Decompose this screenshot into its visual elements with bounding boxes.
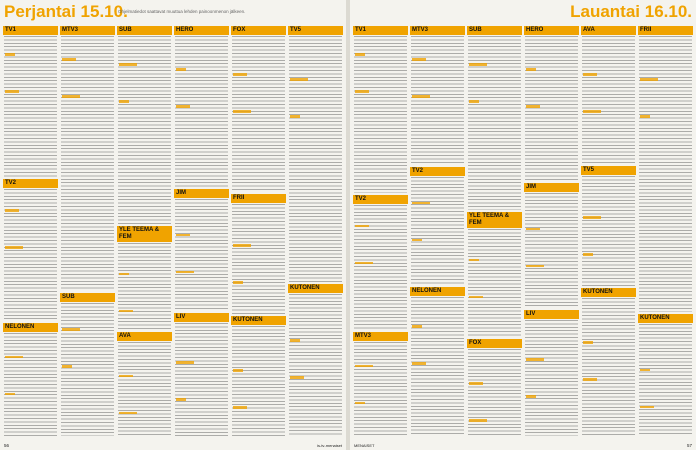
channel-block	[524, 310, 579, 436]
listing-text	[467, 228, 522, 338]
listing-text	[117, 242, 172, 330]
highlight-mark	[583, 253, 593, 256]
channel-name: TV2	[3, 179, 58, 188]
highlight-mark	[469, 259, 479, 262]
channel-block	[288, 26, 343, 282]
listing-text	[288, 35, 343, 282]
highlight-mark	[5, 209, 19, 212]
highlight-mark	[290, 115, 300, 118]
listing-text	[231, 325, 286, 436]
listing-text	[638, 35, 693, 312]
channel-block	[60, 26, 115, 291]
channel-name: MTV3	[353, 332, 408, 341]
highlight-mark	[412, 202, 430, 205]
channel-name: TV5	[288, 26, 343, 35]
listing-text	[467, 35, 522, 210]
right-column	[353, 26, 408, 436]
highlight-mark	[119, 310, 133, 313]
right-page-header	[350, 0, 696, 26]
highlight-mark	[5, 393, 15, 396]
listing-text	[353, 204, 408, 330]
listing-text	[60, 302, 115, 436]
highlight-mark	[290, 376, 304, 379]
channel-block	[174, 313, 229, 436]
highlight-mark	[176, 398, 186, 401]
channel-name: AVA	[581, 26, 636, 35]
highlight-mark	[119, 412, 137, 415]
channel-block	[581, 26, 636, 164]
channel-name: NELONEN	[410, 287, 465, 296]
listing-text	[3, 35, 58, 177]
listing-text	[467, 348, 522, 436]
channel-name: KUTONEN	[581, 288, 636, 297]
channel-name: YLE TEEMA & FEM	[117, 226, 172, 242]
highlight-mark	[119, 63, 137, 66]
highlight-mark	[5, 90, 19, 93]
listing-text	[353, 35, 408, 193]
highlight-mark	[233, 244, 251, 247]
channel-name: LIV	[524, 310, 579, 319]
highlight-mark	[526, 228, 540, 231]
channel-name: SUB	[467, 26, 522, 35]
listing-text	[288, 293, 343, 436]
listing-text	[174, 198, 229, 312]
highlight-mark	[640, 369, 650, 372]
highlight-mark	[355, 365, 373, 368]
channel-name: JIM	[174, 189, 229, 198]
highlight-mark	[355, 262, 373, 265]
right-column	[410, 26, 465, 436]
highlight-mark	[233, 73, 247, 76]
left-column	[231, 26, 286, 436]
left-page	[0, 0, 346, 450]
channel-block	[231, 26, 286, 192]
highlight-mark	[469, 296, 483, 299]
listing-text	[117, 341, 172, 436]
highlight-mark	[355, 225, 369, 228]
channel-block	[410, 26, 465, 165]
highlight-mark	[5, 356, 23, 359]
highlight-mark	[469, 419, 487, 422]
highlight-mark	[62, 365, 72, 368]
channel-name: TV2	[353, 195, 408, 204]
listing-text	[174, 322, 229, 436]
channel-block	[638, 314, 693, 436]
channel-name: TV1	[353, 26, 408, 35]
highlight-mark	[355, 402, 365, 405]
highlight-mark	[5, 53, 15, 56]
channel-block	[231, 316, 286, 436]
channel-block	[410, 287, 465, 436]
channel-block	[353, 26, 408, 193]
channel-block	[231, 194, 286, 314]
highlight-mark	[176, 105, 190, 108]
channel-name: JIM	[524, 183, 579, 192]
listing-text	[3, 188, 58, 321]
channel-block	[174, 26, 229, 187]
channel-name: YLE TEEMA & FEM	[467, 212, 522, 228]
channel-block	[467, 26, 522, 210]
right-column	[638, 26, 693, 436]
highlight-mark	[526, 358, 544, 361]
channel-block	[353, 332, 408, 436]
channel-block	[174, 189, 229, 312]
listing-text	[581, 297, 636, 436]
listing-text	[638, 323, 693, 436]
highlight-mark	[290, 339, 300, 342]
listing-text	[581, 35, 636, 164]
listing-text	[231, 203, 286, 314]
highlight-mark	[290, 78, 308, 81]
highlight-mark	[640, 406, 654, 409]
channel-block	[117, 332, 172, 436]
channel-block	[524, 26, 579, 181]
listing-text	[581, 175, 636, 286]
channel-name: KUTONEN	[638, 314, 693, 323]
channel-name: LIV	[174, 313, 229, 322]
listing-text	[117, 35, 172, 224]
left-publication: is-tv-menaiset	[317, 443, 342, 448]
channel-block	[117, 226, 172, 330]
channel-block	[3, 179, 58, 321]
channel-block	[467, 339, 522, 436]
right-column	[467, 26, 522, 436]
highlight-mark	[583, 378, 597, 381]
highlight-mark	[62, 328, 80, 331]
highlight-mark	[469, 100, 479, 103]
highlight-mark	[412, 325, 422, 328]
right-channel-columns	[353, 26, 693, 436]
listing-text	[410, 35, 465, 165]
listing-text	[524, 319, 579, 436]
highlight-mark	[119, 375, 133, 378]
channel-name: FRII	[231, 194, 286, 203]
channel-block	[638, 26, 693, 312]
channel-block	[581, 166, 636, 286]
left-column	[60, 26, 115, 436]
highlight-mark	[233, 369, 243, 372]
channel-block	[117, 26, 172, 224]
listing-text	[410, 176, 465, 286]
highlight-mark	[233, 281, 243, 284]
channel-block	[288, 284, 343, 436]
left-column	[174, 26, 229, 436]
channel-block	[524, 183, 579, 309]
highlight-mark	[412, 362, 426, 365]
left-column	[117, 26, 172, 436]
left-page-header	[0, 0, 346, 26]
channel-name: MTV3	[60, 26, 115, 35]
channel-block	[410, 167, 465, 286]
highlight-mark	[583, 73, 597, 76]
highlight-mark	[233, 110, 251, 113]
highlight-mark	[526, 68, 536, 71]
channel-name: AVA	[117, 332, 172, 341]
channel-block	[467, 212, 522, 338]
highlight-mark	[640, 78, 658, 81]
channel-name: HERO	[174, 26, 229, 35]
channel-name: SUB	[60, 293, 115, 302]
right-day-title: Lauantai 16.10.	[570, 2, 692, 21]
highlight-mark	[583, 341, 593, 344]
left-page-number: 56	[4, 443, 10, 448]
channel-block	[3, 323, 58, 436]
right-publication: MENAISET	[354, 443, 375, 448]
listing-text	[410, 296, 465, 436]
highlight-mark	[119, 100, 129, 103]
highlight-mark	[119, 273, 129, 276]
channel-name: FOX	[231, 26, 286, 35]
highlight-mark	[176, 361, 194, 364]
channel-name: TV5	[581, 166, 636, 175]
listing-text	[524, 192, 579, 309]
left-day-title: Perjantai 15.10.	[4, 2, 128, 21]
highlight-mark	[5, 246, 23, 249]
channel-name: FRII	[638, 26, 693, 35]
highlight-mark	[176, 68, 186, 71]
channel-name: MTV3	[410, 26, 465, 35]
channel-block	[581, 288, 636, 436]
channel-name: NELONEN	[3, 323, 58, 332]
highlight-mark	[62, 58, 76, 61]
highlight-mark	[233, 406, 247, 409]
highlight-mark	[412, 58, 426, 61]
channel-name: KUTONEN	[288, 284, 343, 293]
highlight-mark	[176, 271, 194, 274]
left-tagline: Ohjelmatiedot saattavat muuttua lehden painoonmenon jälkeen.	[118, 9, 246, 14]
right-column	[524, 26, 579, 436]
channel-name: KUTONEN	[231, 316, 286, 325]
highlight-mark	[412, 239, 422, 242]
left-column	[288, 26, 343, 436]
highlight-mark	[176, 234, 190, 237]
listing-text	[231, 35, 286, 192]
highlight-mark	[583, 216, 601, 219]
listing-text	[174, 35, 229, 187]
highlight-mark	[355, 53, 365, 56]
channel-name: HERO	[524, 26, 579, 35]
highlight-mark	[412, 95, 430, 98]
right-page	[350, 0, 696, 450]
channel-name: SUB	[117, 26, 172, 35]
highlight-mark	[355, 90, 369, 93]
highlight-mark	[62, 95, 80, 98]
highlight-mark	[526, 265, 544, 268]
listing-text	[353, 341, 408, 436]
listing-text	[3, 332, 58, 436]
channel-block	[3, 26, 58, 177]
highlight-mark	[469, 382, 483, 385]
highlight-mark	[583, 110, 601, 113]
listing-text	[524, 35, 579, 181]
highlight-mark	[526, 395, 536, 398]
channel-block	[60, 293, 115, 436]
left-column	[3, 26, 58, 436]
right-column	[581, 26, 636, 436]
highlight-mark	[526, 105, 540, 108]
listing-text	[60, 35, 115, 291]
highlight-mark	[469, 63, 487, 66]
channel-block	[353, 195, 408, 330]
left-channel-columns	[3, 26, 343, 436]
channel-name: FOX	[467, 339, 522, 348]
highlight-mark	[640, 115, 650, 118]
channel-name: TV1	[3, 26, 58, 35]
right-page-number: 57	[686, 443, 692, 448]
channel-name: TV2	[410, 167, 465, 176]
